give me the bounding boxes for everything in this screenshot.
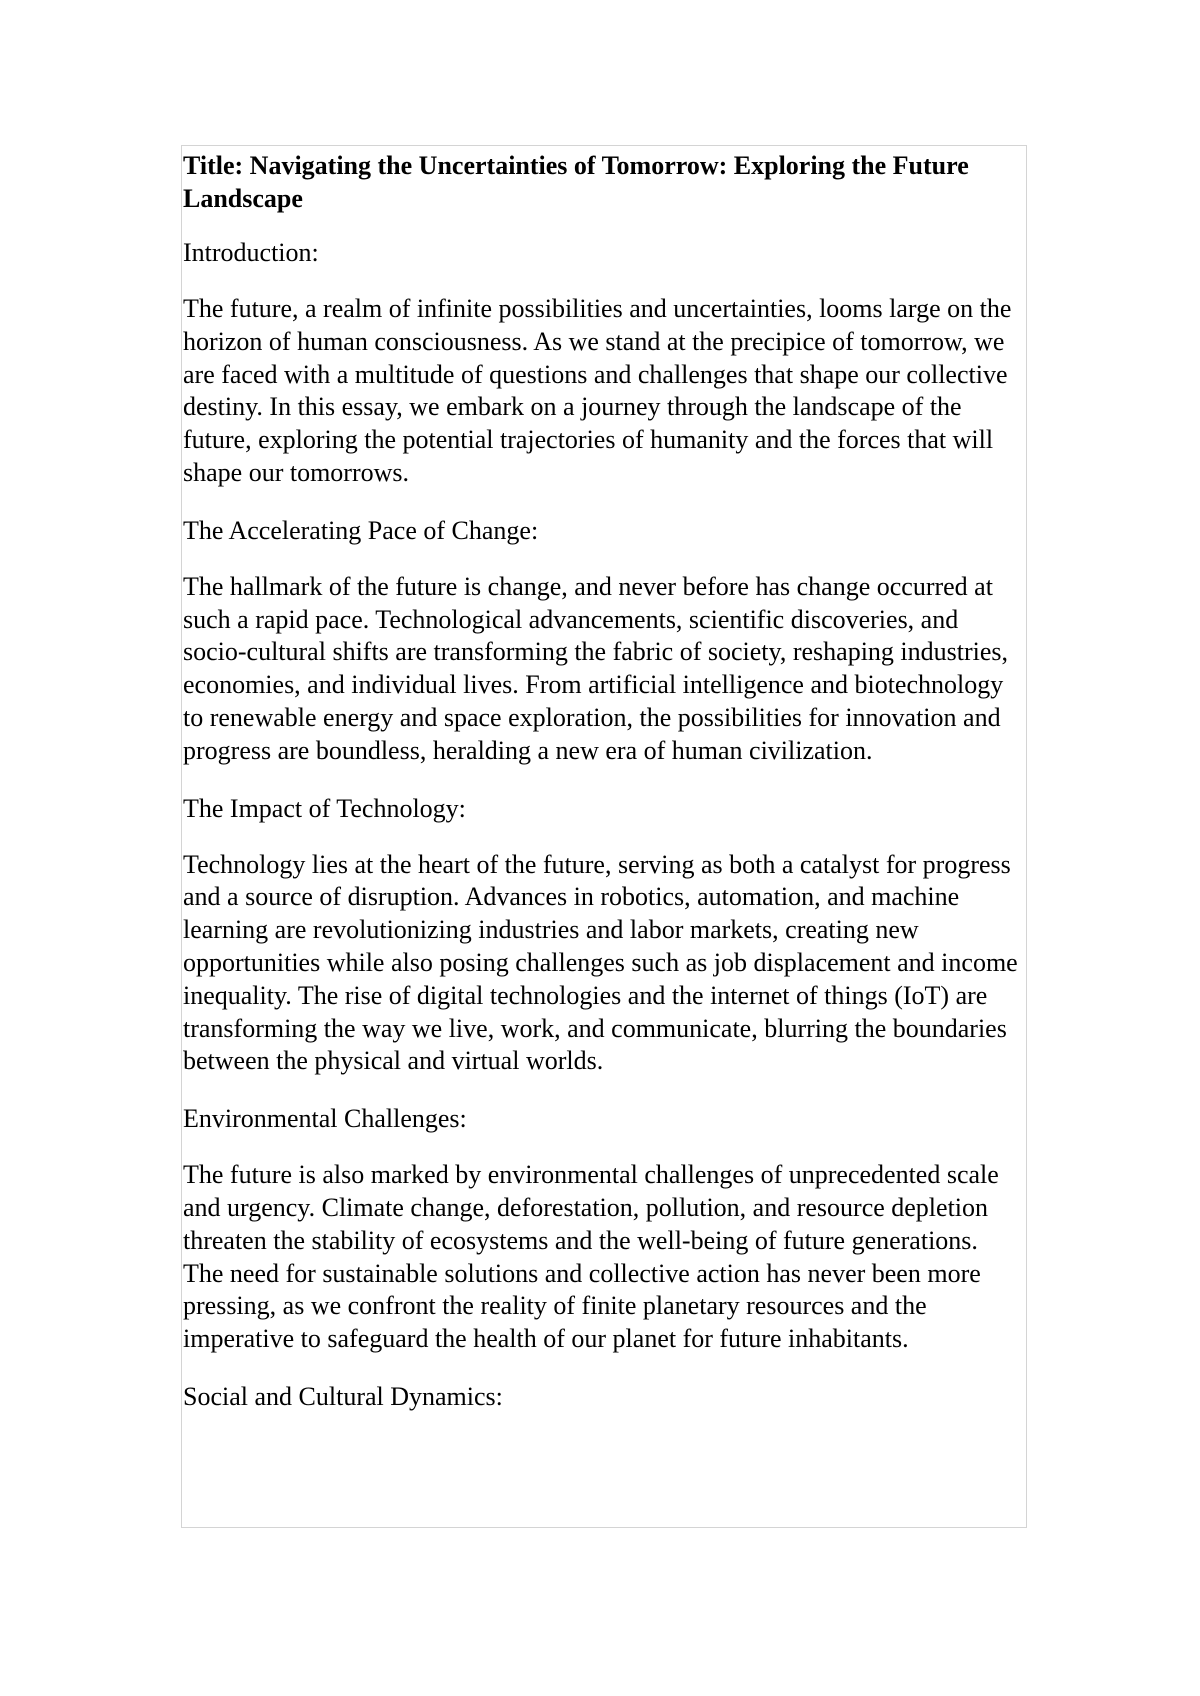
section-paragraph-impact-of-technology: Technology lies at the heart of the future, serving as both a catalyst for progress and a source of disruption. Advances in robotics, automation, and machine learning are revolutionizing industries and labor markets, creating new opportunities while also posing challenges such as job displacement and income inequality. The rise of digital technologies and the internet of things (IoT) are transforming the way we live, work, and communicate, blurring the boundaries between the physical and virtual worlds. (183, 849, 1018, 1076)
section-heading-social-cultural: Social and Cultural Dynamics: (183, 1381, 503, 1411)
section-heading-introduction: Introduction: (183, 238, 319, 267)
section-heading-environmental-challenges: Environmental Challenges: (183, 1104, 467, 1134)
section-paragraph-accelerating-pace: The hallmark of the future is change, and never before has change occurred at such a rapid pace. Technological advancements, scientific discoveries, and socio-cultural shifts are transforming the fabric of society, reshaping industries, economies, and individual lives. From artificial intelligence and biotechnology to renewable energy and space exploration, the possibilities for innovation and progress are boundless, heralding a new era of human civilization. (183, 571, 1009, 765)
document-text-box (181, 145, 1027, 1528)
section-paragraph-environmental-challenges: The future is also marked by environmental challenges of unprecedented scale and urgency. Climate change, deforestation, pollution, and resource depletion threaten the stability of ecosystems and the well-being of future generations. The need for sustainable solutions and collective action has never been more pressing, as we confront the reality of finite planetary resources and the imperative to safeguard the health of our planet for future inhabitants. (183, 1160, 999, 1354)
section-heading-impact-of-technology: The Impact of Technology: (183, 793, 466, 823)
document-title: Title: Navigating the Uncertainties of Tomorrow: Exploring the Future Landscape (183, 151, 969, 213)
section-paragraph-introduction: The future, a realm of infinite possibilities and uncertainties, looms large on the horizon of human consciousness. As we stand at the precipice of tomorrow, we are faced with a multitude of questions and challenges that shape our collective destiny. In this essay, we embark on a journey through the landscape of the future, exploring the potential trajectories of humanity and the forces that will shape our tomorrows. (183, 294, 1012, 487)
section-heading-accelerating-pace: The Accelerating Pace of Change: (183, 515, 539, 545)
